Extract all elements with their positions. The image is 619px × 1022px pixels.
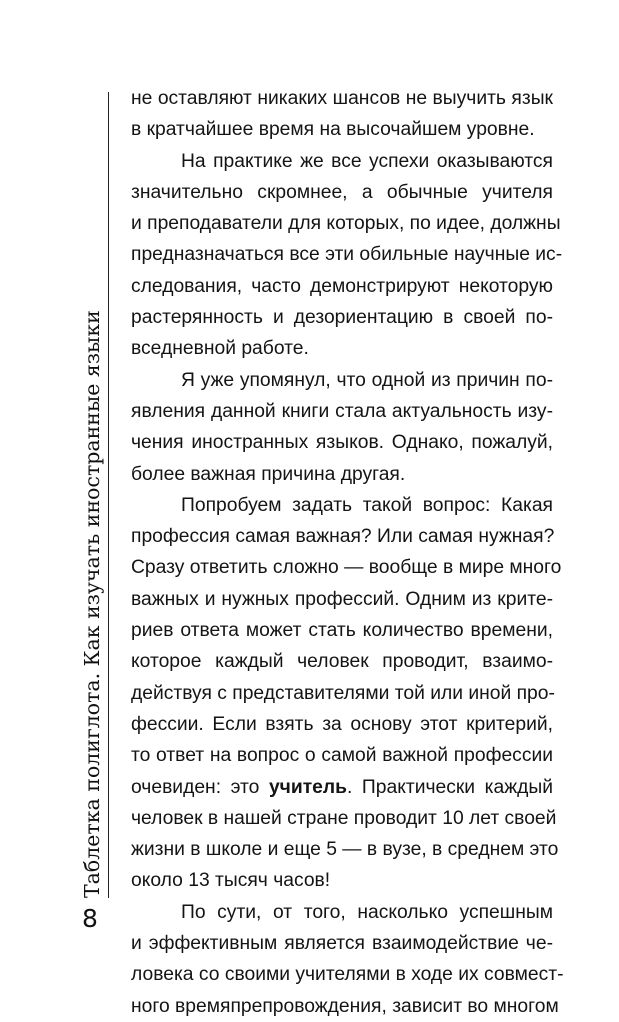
text-line: и эффективным является взаимодействие че- bbox=[131, 933, 553, 955]
text-line: На практике же все успехи оказываются bbox=[181, 150, 553, 172]
text-line bbox=[131, 772, 553, 803]
text-line: ловека со своими учителями в ходе их совмест- bbox=[131, 964, 564, 986]
text-line: профессия самая важная? Или самая нужная? bbox=[131, 526, 555, 548]
running-title-text: Таблетка полиглота. Как изучать иностранные языки bbox=[80, 310, 104, 898]
text-line: чения иностранных языков. Однако, пожалуй, bbox=[131, 432, 553, 454]
text-line: не оставляют никаких шансов не выучить язык bbox=[131, 88, 553, 109]
text-line: следования, часто демонстрируют некоторую bbox=[131, 275, 553, 297]
running-title bbox=[78, 92, 120, 898]
vertical-rule bbox=[108, 92, 109, 898]
text-fragment: очевиден: это bbox=[131, 776, 269, 798]
text-line: жизни в школе и еще 5 — в вузе, в среднем это bbox=[131, 839, 559, 861]
text-line: человек в нашей стране проводит 10 лет своей bbox=[131, 807, 557, 829]
text-line: и преподаватели для которых, по идее, должны bbox=[131, 213, 561, 235]
text-line: явления данной книги стала актуальность изу- bbox=[131, 400, 553, 422]
text-line: растерянность и дезориентацию в своей по- bbox=[131, 307, 553, 329]
bold-term: учитель bbox=[268, 776, 347, 798]
text-fragment: . Практически каждый bbox=[346, 776, 553, 798]
text-line: более важная причина другая. bbox=[131, 463, 406, 485]
text-line: Попробуем задать такой вопрос: Какая bbox=[181, 494, 553, 516]
text-line: в кратчайшее время на высочайшем уровне. bbox=[131, 119, 535, 141]
page-number: 8 bbox=[82, 904, 98, 933]
text-line: По сути, от того, насколько успешным bbox=[181, 901, 553, 923]
body-text bbox=[131, 83, 564, 1022]
text-line: риев ответа может стать количество времени, bbox=[131, 620, 553, 642]
text-line: фессии. Если взять за основу этот критерий, bbox=[131, 713, 553, 735]
text-line: значительно скромнее, а обычные учителя bbox=[131, 181, 553, 203]
text-line: важных и нужных профессий. Одним из крите- bbox=[131, 588, 553, 610]
text-line: предназначаться все эти обильные научные ис- bbox=[131, 244, 563, 266]
text-line: ного времяпрепровождения, зависит во многом bbox=[131, 995, 559, 1017]
text-line: которое каждый человек проводит, взаимо- bbox=[131, 651, 553, 673]
text-line: то ответ на вопрос о самой важной профессии bbox=[131, 745, 553, 767]
text-line: Сразу ответить сложно — вообще в мире много bbox=[131, 557, 562, 579]
text-line: около 13 тысяч часов! bbox=[131, 870, 331, 892]
text-line: действуя с представителями той или иной про- bbox=[131, 682, 555, 704]
text-line: вседневной работе. bbox=[131, 338, 309, 360]
text-line: Я уже упомянул, что одной из причин по- bbox=[181, 369, 553, 391]
